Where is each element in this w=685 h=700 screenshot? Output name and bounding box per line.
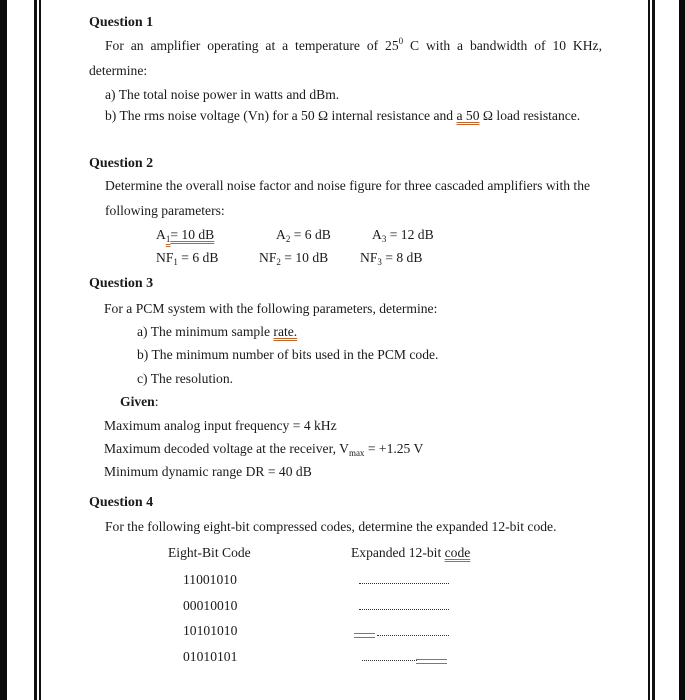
spellcheck-mark (354, 633, 375, 638)
param-value: = 10 dB (170, 227, 215, 242)
param-symbol: NF (156, 250, 174, 265)
spellcheck-flag: a 50 (456, 108, 480, 123)
question-2-intro-line2: following parameters: (105, 203, 225, 218)
question-4-heading: Question 4 (89, 495, 154, 510)
q1-part-b-text: b) The rms noise voltage (Vn) for a 50 Ω internal resistance and (105, 108, 457, 123)
answer-blank-2[interactable] (359, 609, 449, 610)
question-2-heading: Question 2 (89, 156, 154, 171)
param-subscript: 3 (377, 257, 382, 267)
q1-intro-text-end: C with a bandwidth of 10 KHz, (403, 38, 602, 53)
vmax-subscript: max (348, 448, 365, 458)
vmax-value: = +1.25 V (364, 441, 424, 456)
param-symbol: A (156, 227, 166, 242)
given-vmax-text: Maximum decoded voltage at the receiver, V (104, 441, 349, 456)
spellcheck-mark (416, 659, 447, 664)
degree-superscript: 0 (398, 36, 404, 46)
param-a2 (276, 227, 331, 243)
question-2-intro-line1: Determine the overall noise factor and noise figure for three cascaded amplifiers with the (105, 178, 591, 193)
question-1-intro-line2: determine: (89, 63, 148, 78)
param-value: = 10 dB (280, 250, 329, 265)
q3-part-a-text: a) The minimum sample (137, 324, 274, 339)
answer-blank-3[interactable] (377, 635, 449, 636)
param-value: = 12 dB (386, 227, 434, 242)
given-item-vmax (104, 441, 423, 457)
code-row-3: 10101010 (183, 623, 238, 638)
question-4-intro: For the following eight-bit compressed codes, determine the expanded 12-bit code. (105, 519, 557, 534)
param-symbol: A (276, 227, 286, 242)
param-value: = 6 dB (177, 250, 219, 265)
given-label-text: Given (120, 394, 155, 409)
param-value: = 6 dB (290, 227, 331, 242)
column-header-expanded (351, 545, 470, 561)
param-subscript: 1 (173, 257, 178, 267)
right-double-border (648, 0, 655, 700)
question-1-part-a: a) The total noise power in watts and dBm. (105, 87, 340, 102)
param-nf1 (156, 250, 218, 266)
expanded-header-text: Expanded 12-bit (351, 545, 445, 560)
param-symbol: A (372, 227, 382, 242)
question-3-part-a (137, 324, 297, 340)
q1-part-b-text-end: Ω load resistance. (479, 108, 581, 123)
answer-blank-1[interactable] (359, 583, 449, 584)
param-subscript: 3 (381, 234, 387, 244)
question-1-intro-line1 (105, 38, 602, 54)
param-value: = 8 dB (381, 250, 423, 265)
param-a3 (372, 227, 434, 243)
param-nf2 (259, 250, 328, 266)
answer-blank-4[interactable] (362, 660, 417, 661)
given-colon: : (154, 394, 159, 409)
left-black-bar (0, 0, 7, 700)
code-row-4: 01010101 (183, 649, 238, 664)
right-black-bar (679, 0, 685, 700)
given-item-dynamic-range: Minimum dynamic range DR = 40 dB (104, 464, 312, 479)
param-a1 (156, 227, 214, 243)
param-nf3 (360, 250, 422, 266)
question-3-part-b: b) The minimum number of bits used in the PCM code. (137, 347, 439, 362)
spellcheck-flag: code (444, 545, 471, 560)
left-double-border (34, 0, 41, 700)
question-3-intro: For a PCM system with the following parameters, determine: (104, 301, 438, 316)
param-subscript: 2 (276, 257, 281, 267)
question-3-heading: Question 3 (89, 276, 154, 291)
question-3-part-c: c) The resolution. (137, 371, 234, 386)
code-row-2: 00010010 (183, 598, 238, 613)
question-1-heading: Question 1 (89, 15, 154, 30)
code-row-1: 11001010 (183, 572, 237, 587)
column-header-eight-bit: Eight-Bit Code (168, 545, 251, 560)
question-1-part-b (105, 108, 580, 124)
param-symbol: NF (259, 250, 277, 265)
param-subscript: 1 (165, 234, 171, 244)
param-subscript: 2 (285, 234, 291, 244)
given-label (120, 394, 159, 410)
spellcheck-flag: rate. (273, 324, 298, 339)
q1-intro-text: For an amplifier operating at a temperature of 25 (105, 38, 399, 53)
param-symbol: NF (360, 250, 378, 265)
given-item-frequency: Maximum analog input frequency = 4 kHz (104, 418, 337, 433)
